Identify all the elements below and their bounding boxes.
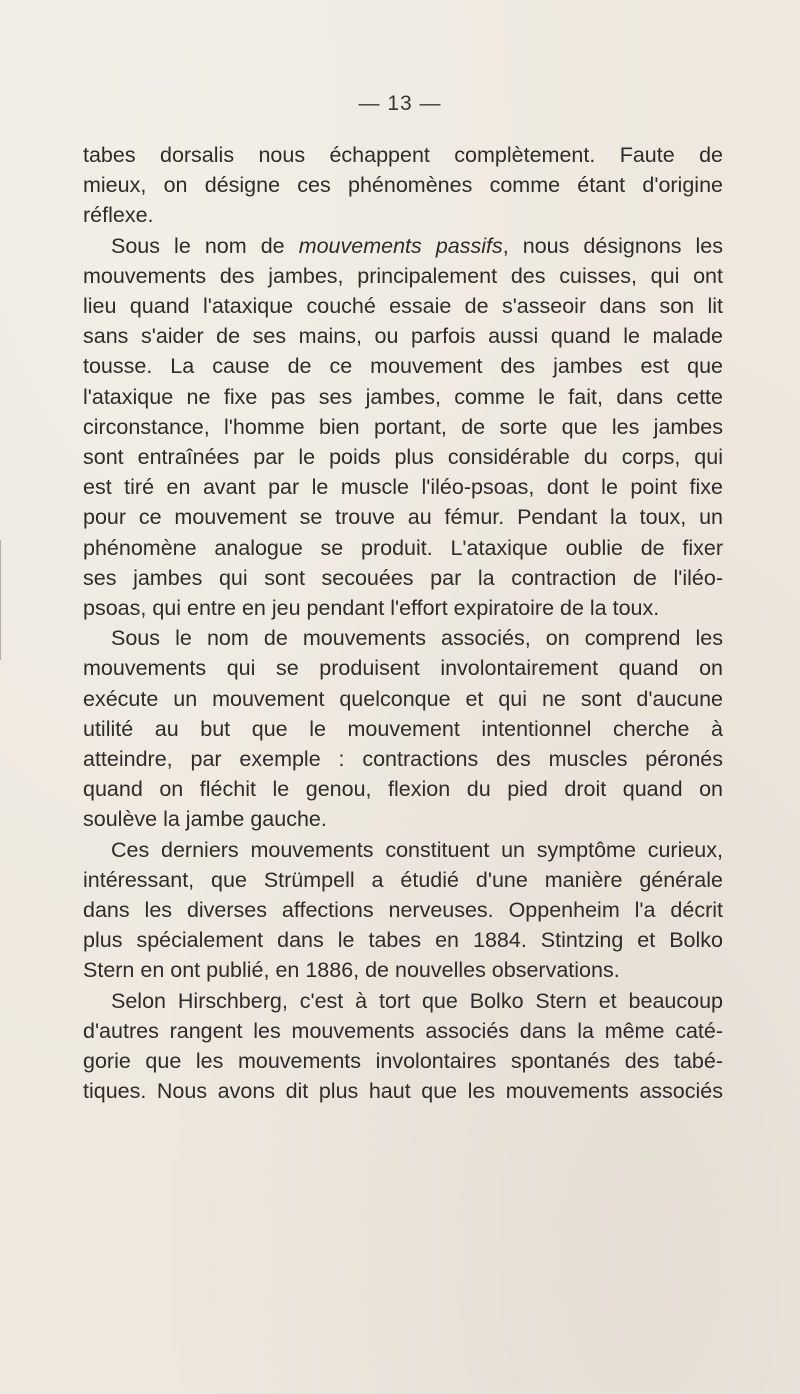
text-line: sans s'aider de ses mains, ou parfois aussi quand le malade [83,324,723,349]
text-line: Sous le nom de mouvements associés, on comprend les [111,626,723,651]
text-line: circonstance, l'homme bien portant, de sorte que les jambes [83,414,723,439]
text-line: gorie que les mouvements involontaires spontanés des tabé- [83,1049,723,1074]
text-line: Stern en ont publié, en 1886, de nouvelles observations. [83,958,620,983]
text-line: Selon Hirschberg, c'est à tort que Bolko Stern et beaucoup [111,988,723,1013]
text-line: d'autres rangent les mouvements associés dans la même caté- [83,1018,723,1043]
paragraph-3 [83,623,723,834]
paragraph-1 [83,140,723,231]
text-line: Ces derniers mouvements constituent un symptôme curieux, [111,837,723,862]
text-line-with-italic [83,231,723,261]
text-line: plus spécialement dans le tabes en 1884. Stintzing et Bolko [83,928,723,953]
text-line: dans les diverses affections nerveuses. Oppenheim l'a décrit [83,898,723,923]
text-line: mouvements des jambes, principalement des cuisses, qui ont [83,263,723,288]
text-line: utilité au but que le mouvement intentionnel cherche à [83,716,723,741]
italic-term: mouvements passifs [298,233,503,258]
paragraph-5 [83,986,723,1107]
text-line: quand on fléchit le genou, flexion du pied droit quand on [83,777,723,802]
page-edge-shadow [0,540,1,660]
paragraph-4 [83,835,723,986]
text-line: intéressant, que Strümpell a étudié d'une manière générale [83,867,723,892]
text-line: tabes dorsalis nous échappent complètement. Faute de [83,143,723,167]
page-number: — 13 — [358,92,442,115]
text-line: phénomène analogue se produit. L'ataxique oublie de fixer [83,535,723,560]
text-line: pour ce mouvement se trouve au fémur. Pendant la toux, un [83,505,723,530]
paragraph-2 [83,231,723,624]
text-line: l'ataxique ne fixe pas ses jambes, comme le fait, dans cette [83,384,723,409]
text-line: réflexe. [83,203,154,228]
text-fragment: Sous le nom de [111,233,299,258]
text-fragment: , nous désignons les [502,233,723,258]
text-line: exécute un mouvement quelconque et qui ne sont d'aucune [83,686,723,711]
text-line: sont entraînées par le poids plus considérable du corps, qui [83,445,723,470]
text-line: tiques. Nous avons dit plus haut que les mouvements associés [83,1079,723,1104]
text-line: mouvements qui se produisent involontairement quand on [83,656,723,681]
text-line: mieux, on désigne ces phénomènes comme étant d'origine [83,173,723,198]
text-line: ses jambes qui sont secouées par la contraction de l'iléo- [83,565,723,590]
text-line: est tiré en avant par le muscle l'iléo-psoas, dont le point fixe [83,475,723,500]
text-line: soulève la jambe gauche. [83,807,327,832]
text-line: atteindre, par exemple : contractions des muscles péronés [83,747,723,772]
text-line: psoas, qui entre en jeu pendant l'effort expiratoire de la toux. [83,596,660,621]
text-line: tousse. La cause de ce mouvement des jambes est que [83,354,723,379]
text-line: lieu quand l'ataxique couché essaie de s'asseoir dans son lit [83,294,723,319]
body-text [83,140,723,1107]
